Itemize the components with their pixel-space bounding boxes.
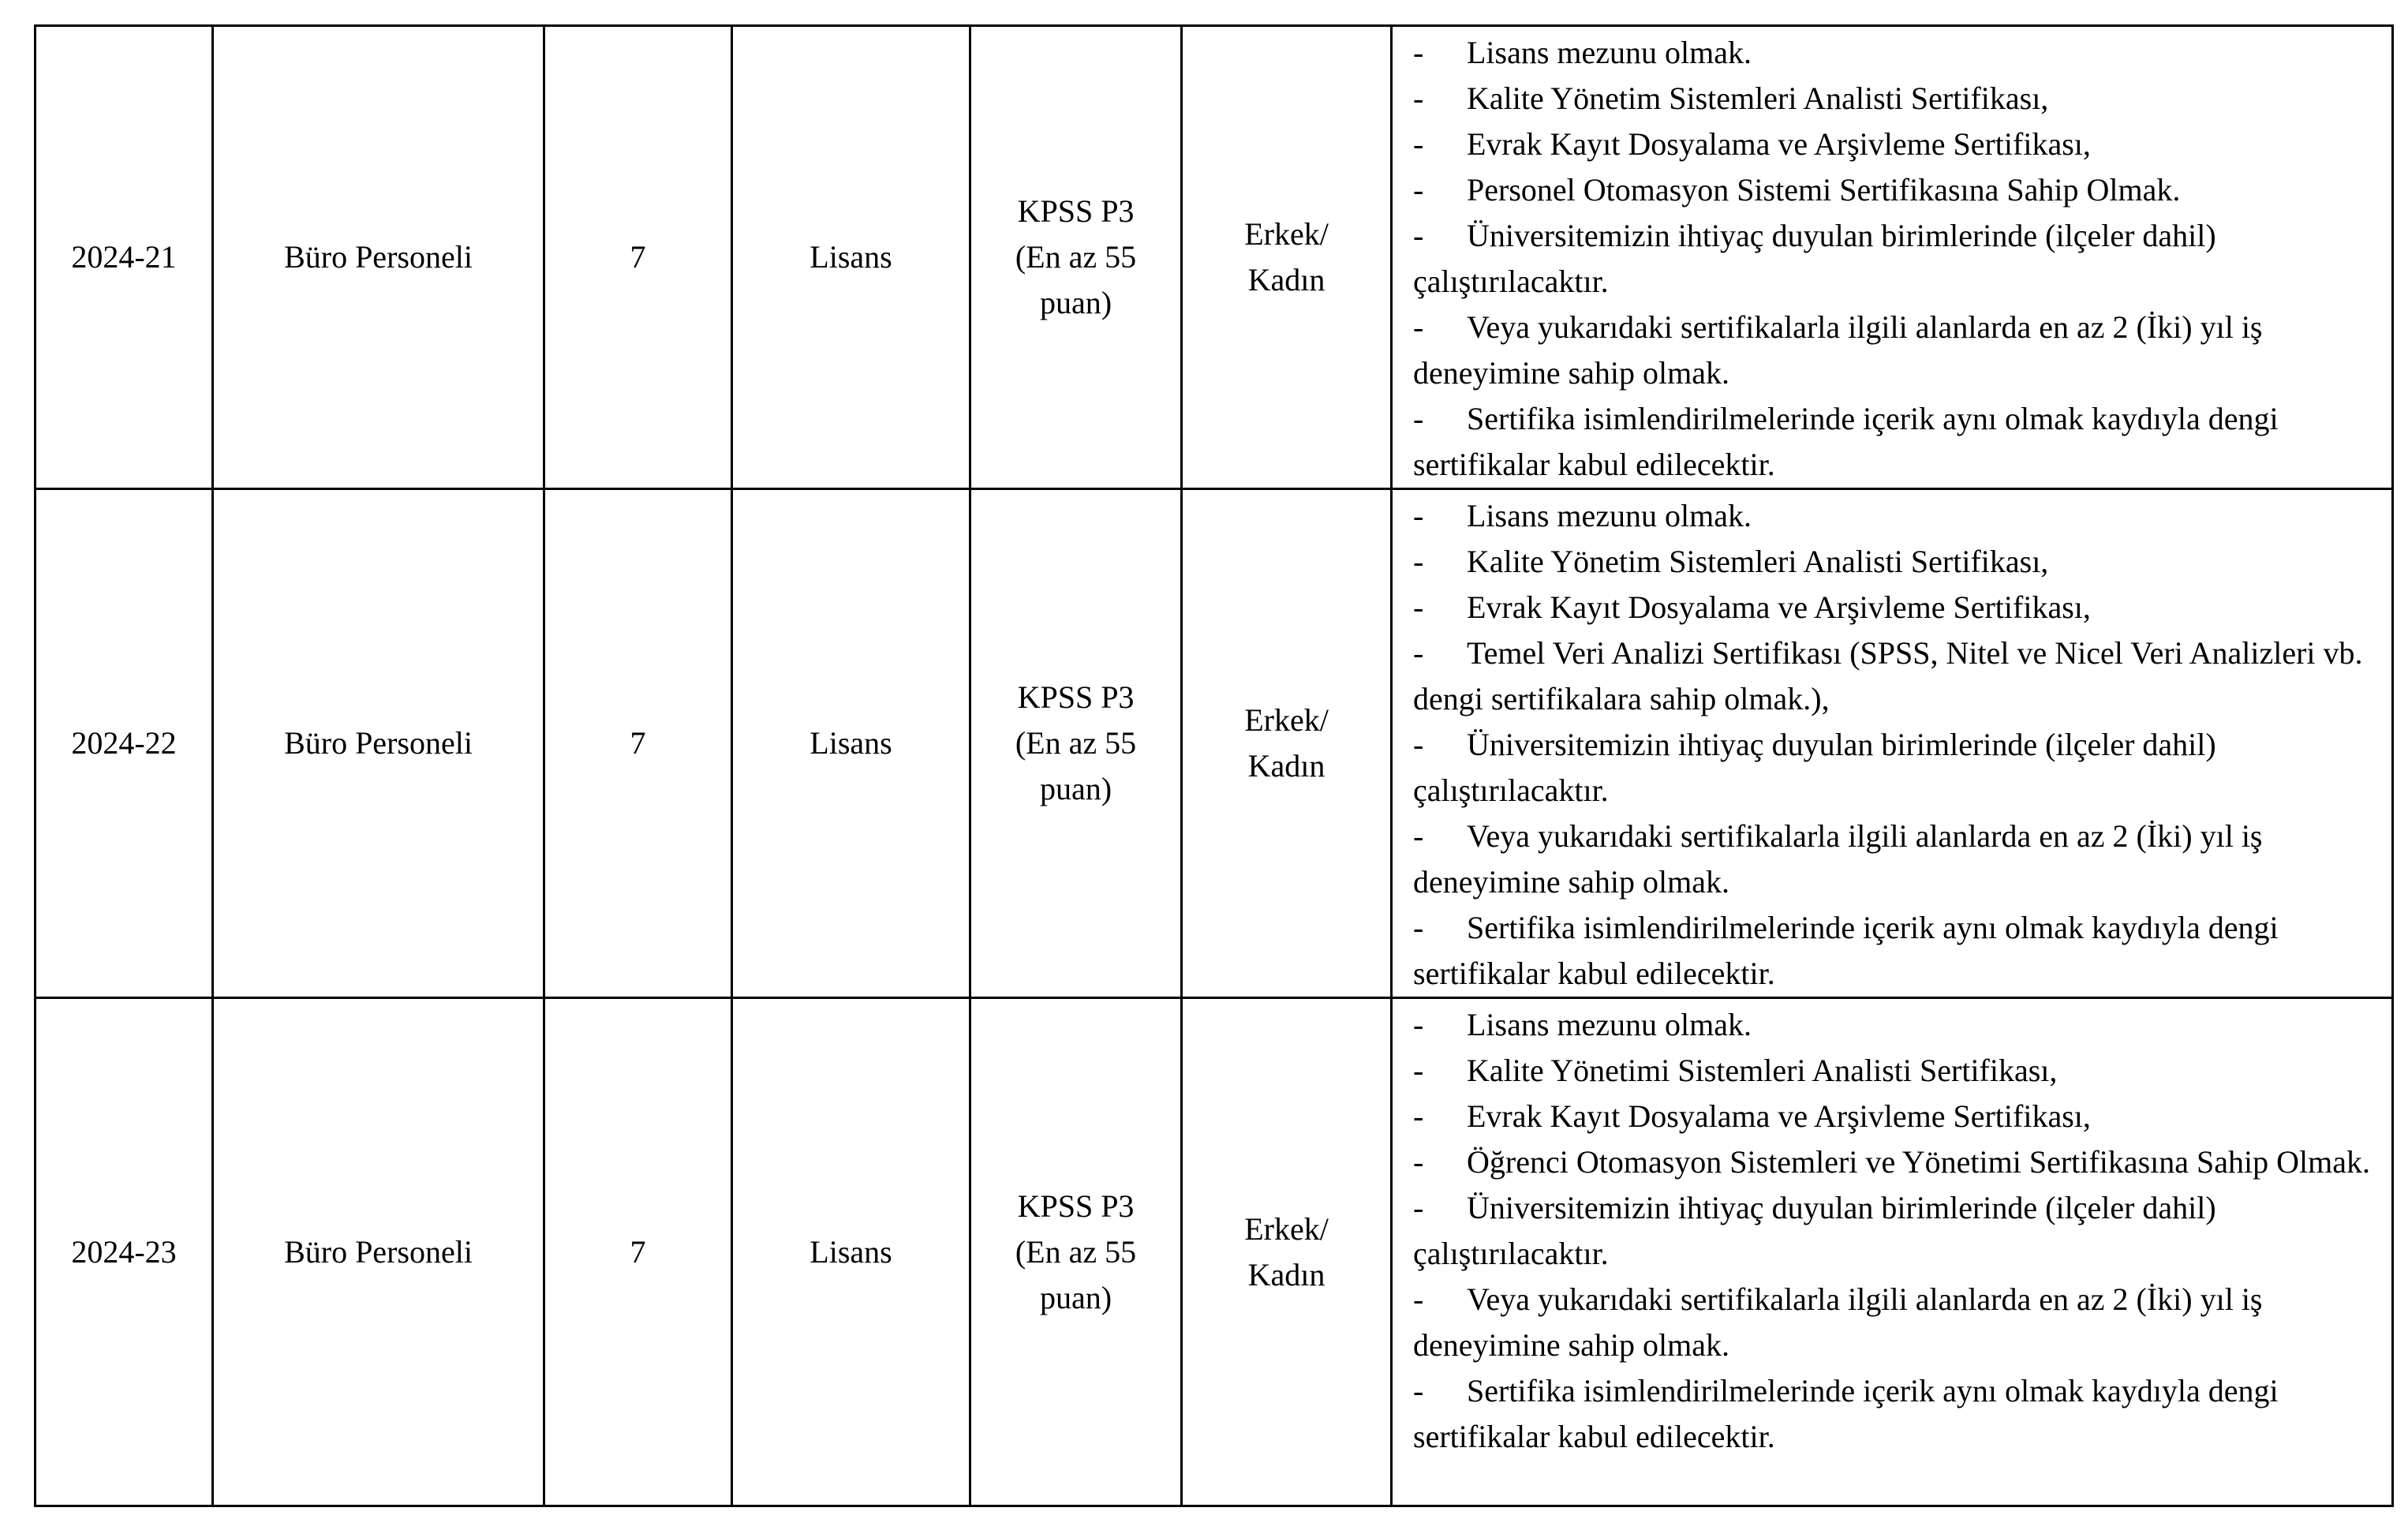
list-item	[1413, 213, 2385, 305]
requirement-text: Kalite Yönetimi Sistemleri Analisti Sertifikası,	[1467, 1053, 2058, 1088]
requirements-list	[1413, 493, 2385, 997]
list-item	[1413, 1185, 2385, 1277]
dash-marker: -	[1413, 126, 1424, 162]
position-count: 7	[544, 998, 732, 1506]
dash-marker: -	[1413, 1053, 1424, 1088]
dash-marker: -	[1413, 1281, 1424, 1317]
position-title: Büro Personeli	[213, 998, 544, 1506]
dash-marker: -	[1413, 1098, 1424, 1134]
position-table	[34, 24, 2394, 1507]
dash-marker: -	[1413, 218, 1424, 253]
position-code: 2024-23	[36, 998, 213, 1506]
list-item	[1413, 305, 2385, 396]
list-item	[1413, 1277, 2385, 1368]
position-code: 2024-21	[36, 26, 213, 489]
education-level: Lisans	[732, 998, 970, 1506]
exam-line: puan)	[1039, 1279, 1112, 1315]
list-item	[1413, 539, 2385, 585]
requirement-text: Evrak Kayıt Dosyalama ve Arşivleme Sertifikası,	[1467, 589, 2091, 625]
exam-line: (En az 55	[1015, 1233, 1137, 1270]
requirement-text: Veya yukarıdaki sertifikalarla ilgili alanlarda en az 2 (İki) yıl iş deneyimine sahip olmak.	[1413, 1281, 2263, 1363]
dash-marker: -	[1413, 172, 1424, 208]
requirements-cell	[1392, 998, 2393, 1506]
exam-line: puan)	[1039, 285, 1112, 320]
requirement-text: Personel Otomasyon Sistemi Sertifikasına Sahip Olmak.	[1467, 172, 2181, 208]
requirement-text: Üniversitemizin ihtiyaç duyulan birimlerinde (ilçeler dahil) çalıştırılacaktır.	[1413, 1190, 2216, 1271]
position-title: Büro Personeli	[213, 489, 544, 998]
requirement-text: Evrak Kayıt Dosyalama ve Arşivleme Sertifikası,	[1467, 1098, 2091, 1134]
list-item	[1413, 30, 2385, 76]
position-count: 7	[544, 489, 732, 998]
education-level: Lisans	[732, 26, 970, 489]
list-item	[1413, 814, 2385, 905]
gender	[1182, 26, 1392, 489]
gender-line: Erkek/	[1244, 216, 1329, 252]
gender-line: Kadın	[1247, 748, 1326, 784]
list-item	[1413, 630, 2385, 722]
exam-line: KPSS P3	[1017, 679, 1135, 715]
list-item	[1413, 493, 2385, 539]
requirement-text: Kalite Yönetim Sistemleri Analisti Sertifikası,	[1467, 544, 2049, 579]
requirement-text: Lisans mezunu olmak.	[1467, 1007, 1752, 1042]
requirements-cell	[1392, 26, 2393, 489]
dash-marker: -	[1413, 589, 1424, 625]
list-item	[1413, 1094, 2385, 1139]
dash-marker: -	[1413, 498, 1424, 533]
list-item	[1413, 905, 2385, 997]
requirements-cell	[1392, 489, 2393, 998]
list-item	[1413, 1048, 2385, 1094]
dash-marker: -	[1413, 818, 1424, 854]
list-item	[1413, 722, 2385, 814]
dash-marker: -	[1413, 309, 1424, 345]
requirement-text: Evrak Kayıt Dosyalama ve Arşivleme Sertifikası,	[1467, 126, 2091, 162]
exam-requirement	[970, 26, 1182, 489]
exam-line: KPSS P3	[1017, 193, 1135, 229]
position-title: Büro Personeli	[213, 26, 544, 489]
table-row	[36, 26, 2393, 489]
requirement-text: Sertifika isimlendirilmelerinde içerik aynı olmak kaydıyla dengi sertifikalar kabul edilecektir.	[1413, 910, 2279, 991]
dash-marker: -	[1413, 544, 1424, 579]
gender	[1182, 998, 1392, 1506]
position-count: 7	[544, 26, 732, 489]
requirement-text: Veya yukarıdaki sertifikalarla ilgili alanlarda en az 2 (İki) yıl iş deneyimine sahip olmak.	[1413, 309, 2263, 391]
gender-line: Kadın	[1247, 1256, 1326, 1292]
list-item	[1413, 1368, 2385, 1460]
dash-marker: -	[1413, 1007, 1424, 1042]
exam-requirement	[970, 998, 1182, 1506]
exam-line: KPSS P3	[1017, 1188, 1135, 1224]
dash-marker: -	[1413, 1144, 1424, 1180]
gender-line: Erkek/	[1244, 1210, 1329, 1247]
dash-marker: -	[1413, 35, 1424, 70]
list-item	[1413, 76, 2385, 122]
requirement-text: Kalite Yönetim Sistemleri Analisti Sertifikası,	[1467, 80, 2049, 116]
list-item	[1413, 167, 2385, 213]
gender	[1182, 489, 1392, 998]
education-level: Lisans	[732, 489, 970, 998]
list-item	[1413, 1139, 2385, 1185]
requirement-text: Temel Veri Analizi Sertifikası (SPSS, Nitel ve Nicel Veri Analizleri vb. dengi sertifikalara sahip olmak.),	[1413, 635, 2363, 716]
dash-marker: -	[1413, 635, 1424, 671]
dash-marker: -	[1413, 727, 1424, 762]
requirement-text: Üniversitemizin ihtiyaç duyulan birimlerinde (ilçeler dahil) çalıştırılacaktır.	[1413, 218, 2216, 299]
gender-line: Erkek/	[1244, 702, 1329, 738]
list-item	[1413, 585, 2385, 630]
dash-marker: -	[1413, 910, 1424, 945]
exam-line: puan)	[1039, 771, 1112, 806]
list-item	[1413, 1002, 2385, 1048]
exam-requirement	[970, 489, 1182, 998]
table-row	[36, 489, 2393, 998]
exam-line: (En az 55	[1015, 239, 1137, 275]
requirements-list	[1413, 30, 2385, 488]
requirements-list	[1413, 1002, 2385, 1460]
dash-marker: -	[1413, 1190, 1424, 1225]
list-item	[1413, 396, 2385, 488]
dash-marker: -	[1413, 401, 1424, 436]
dash-marker: -	[1413, 80, 1424, 116]
requirement-text: Veya yukarıdaki sertifikalarla ilgili alanlarda en az 2 (İki) yıl iş deneyimine sahip olmak.	[1413, 818, 2263, 900]
exam-line: (En az 55	[1015, 725, 1137, 761]
dash-marker: -	[1413, 1373, 1424, 1408]
table-row	[36, 998, 2393, 1506]
requirement-text: Sertifika isimlendirilmelerinde içerik aynı olmak kaydıyla dengi sertifikalar kabul edilecektir.	[1413, 401, 2279, 482]
requirement-text: Lisans mezunu olmak.	[1467, 35, 1752, 70]
requirement-text: Üniversitemizin ihtiyaç duyulan birimlerinde (ilçeler dahil) çalıştırılacaktır.	[1413, 727, 2216, 808]
position-code: 2024-22	[36, 489, 213, 998]
gender-line: Kadın	[1247, 262, 1326, 297]
requirement-text: Öğrenci Otomasyon Sistemleri ve Yönetimi Sertifikasına Sahip Olmak.	[1467, 1144, 2370, 1180]
requirement-text: Lisans mezunu olmak.	[1467, 498, 1752, 533]
list-item	[1413, 122, 2385, 167]
requirement-text: Sertifika isimlendirilmelerinde içerik aynı olmak kaydıyla dengi sertifikalar kabul edilecektir.	[1413, 1373, 2279, 1454]
